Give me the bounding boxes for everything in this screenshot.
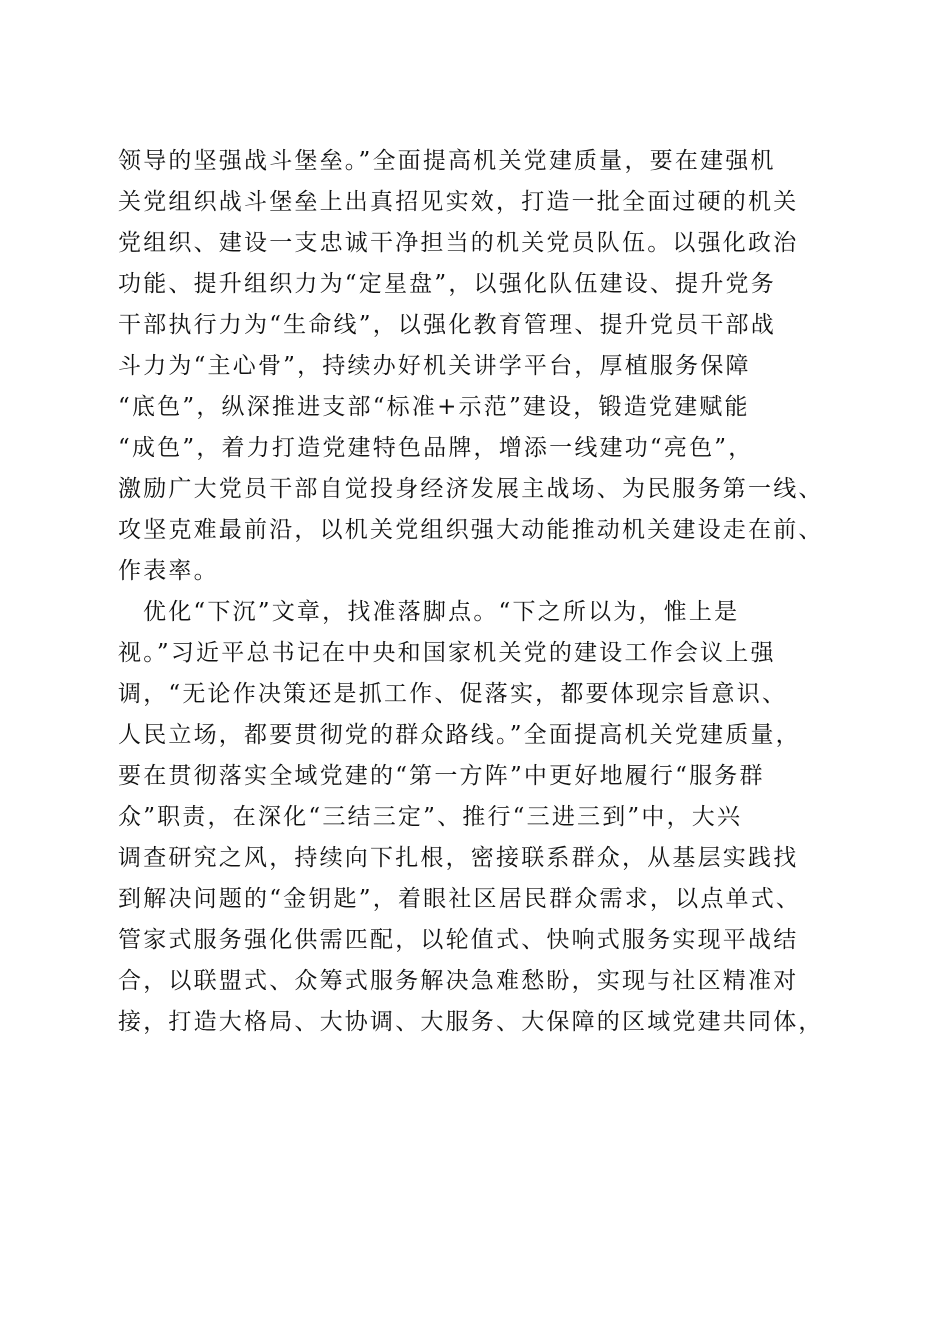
text-line: 激励广大党员干部自觉投身经济发展主战场、为民服务第一线、 [118, 476, 824, 502]
text-line: 众”职责，在深化“三结三定”、推行“三进三到”中，大兴 [118, 804, 743, 830]
text-line: 领导的坚强战斗堡垒。”全面提高机关党建质量，要在建强机 [118, 148, 776, 174]
paragraph-start-line: 优化“下沉”文章，找准落脚点。“下之所以为，惟上是 [143, 599, 740, 625]
text-line: 功能、提升组织力为“定星盘”，以强化队伍建设、提升党务 [118, 271, 776, 297]
text-line: 攻坚克难最前沿，以机关党组织强大动能推动机关建设走在前、 [118, 517, 824, 543]
text-line: 调查研究之风，持续向下扎根，密接联系群众，从基层实践找 [118, 845, 799, 871]
text-line: “成色”，着力打造党建特色品牌，增添一线建功“亮色”， [118, 435, 754, 461]
text-line: 视。”习近平总书记在中央和国家机关党的建设工作会议上强 [118, 640, 776, 666]
text-line: 干部执行力为“生命线”，以强化教育管理、提升党员干部战 [118, 312, 776, 338]
text-line: 调，“无论作决策还是抓工作、促落实，都要体现宗旨意识、 [118, 681, 788, 707]
text-line: 人民立场，都要贯彻党的群众路线。”全面提高机关党建质量， [118, 722, 801, 748]
text-line: 斗力为“主心骨”，持续办好机关讲学平台，厚植服务保障 [118, 353, 751, 379]
text-line: 接，打造大格局、大协调、大服务、大保障的区域党建共同体， [118, 1009, 824, 1035]
text-line: 要在贯彻落实全域党建的“第一方阵”中更好地履行“服务群 [118, 763, 765, 789]
body-text [118, 141, 848, 1043]
text-line: 到解决问题的“金钥匙”，着眼社区居民群众需求，以点单式、 [118, 886, 802, 912]
text-line: 作表率。 [118, 558, 219, 584]
text-line: 关党组织战斗堡垒上出真招见实效，打造一批全面过硬的机关 [118, 189, 799, 215]
text-line: 党组织、建设一支忠诚干净担当的机关党员队伍。以强化政治 [118, 230, 799, 256]
text-line: “底色”，纵深推进支部“标准+示范”建设，锻造党建赋能 [118, 394, 750, 420]
text-line: 合，以联盟式、众筹式服务解决急难愁盼，实现与社区精准对 [118, 968, 799, 994]
text-line: 管家式服务强化供需匹配，以轮值式、快响式服务实现平战结 [118, 927, 799, 953]
